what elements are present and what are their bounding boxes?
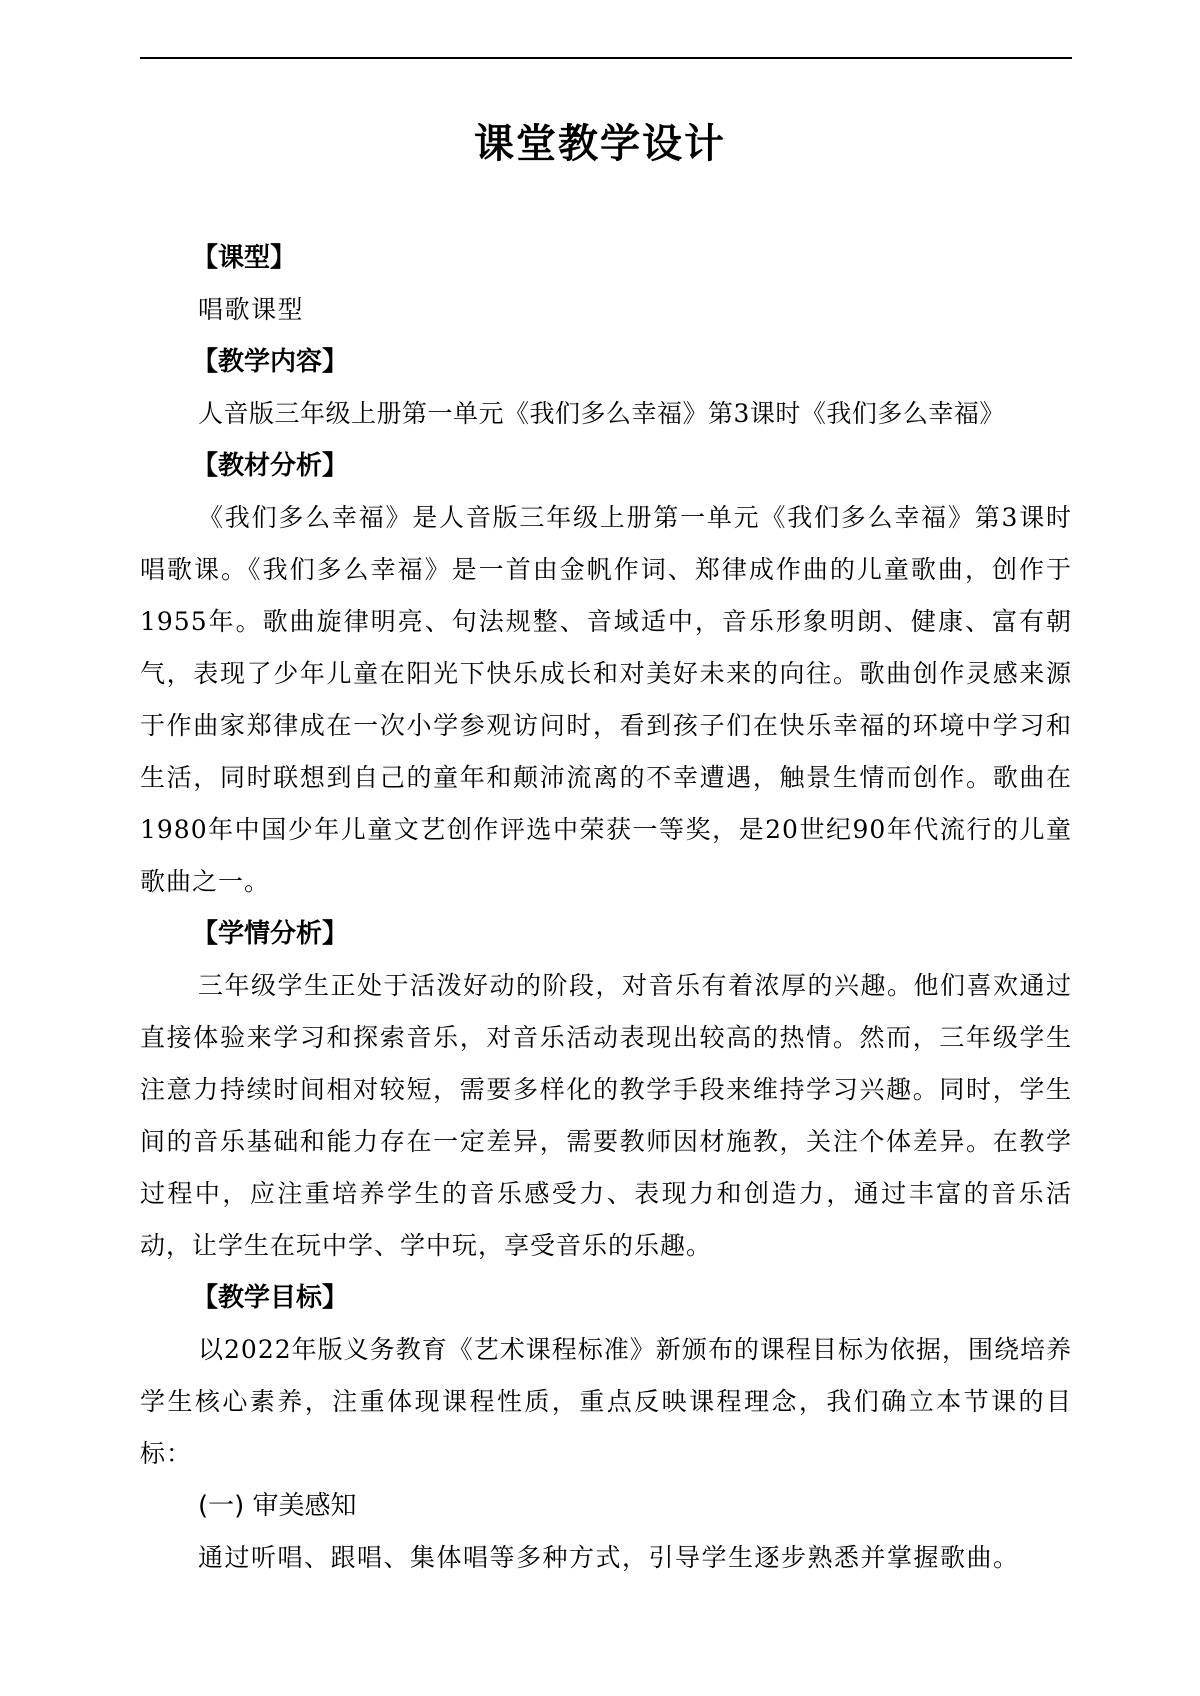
- section-paragraph: 以2022年版义务教育《艺术课程标准》新颁布的课程目标为依据，围绕培养学生核心素养，注重体现课程性质，重点反映课程理念，我们确立本节课的目标：: [140, 1335, 1072, 1468]
- section-course-type: [140, 232, 1072, 336]
- section-heading: 【教学目标】: [192, 1283, 349, 1313]
- section-teaching-content: [140, 336, 1072, 440]
- objective-paragraph: 通过听唱、跟唱、集体唱等多种方式，引导学生逐步熟悉并掌握歌曲。: [198, 1543, 1020, 1572]
- header-rule: [140, 57, 1072, 59]
- document-title: 课堂教学设计: [474, 121, 726, 167]
- section-paragraph: 三年级学生正处于活泼好动的阶段，对音乐有着浓厚的兴趣。他们喜欢通过直接体验来学习和探索音乐，对音乐活动表现出较高的热情。然而，三年级学生注意力持续时间相对较短，需要多样化的教学手段来维持学习兴趣。同时，学生间的音乐基础和能力存在一定差异，需要教师因材施教，关注个体差异。在教学过程中，应注重培养学生的音乐感受力、表现力和创造力，通过丰富的音乐活动，让学生在玩中学、学中玩，享受音乐的乐趣。: [140, 971, 1072, 1260]
- document-body: [140, 232, 1072, 1584]
- objective-heading: (一) 审美感知: [198, 1491, 357, 1521]
- objective-aesthetic-perception: [140, 1480, 1072, 1584]
- section-material-analysis: [140, 440, 1072, 908]
- section-heading: 【教材分析】: [192, 451, 349, 481]
- section-paragraph: 唱歌课型: [198, 295, 305, 324]
- section-heading: 【教学内容】: [192, 347, 349, 377]
- section-heading: 【学情分析】: [192, 919, 349, 949]
- section-paragraph: 人音版三年级上册第一单元《我们多么幸福》第3课时《我们多么幸福》: [198, 399, 1005, 428]
- section-heading: 【课型】: [192, 243, 297, 273]
- section-teaching-objectives: [140, 1272, 1072, 1480]
- section-student-analysis: [140, 908, 1072, 1272]
- section-paragraph: 《我们多么幸福》是人音版三年级上册第一单元《我们多么幸福》第3课时唱歌课。《我们多么幸福》是一首由金帆作词、郑律成作曲的儿童歌曲，创作于1955年。歌曲旋律明亮、句法规整、音域适中，音乐形象明朗、健康、富有朝气，表现了少年儿童在阳光下快乐成长和对美好未来的向往。歌曲创作灵感来源于作曲家郑律成在一次小学参观访问时，看到孩子们在快乐幸福的环境中学习和生活，同时联想到自己的童年和颠沛流离的不幸遭遇，触景生情而创作。歌曲在1980年中国少年儿童文艺创作评选中荣获一等奖，是20世纪90年代流行的儿童歌曲之一。: [140, 503, 1072, 896]
